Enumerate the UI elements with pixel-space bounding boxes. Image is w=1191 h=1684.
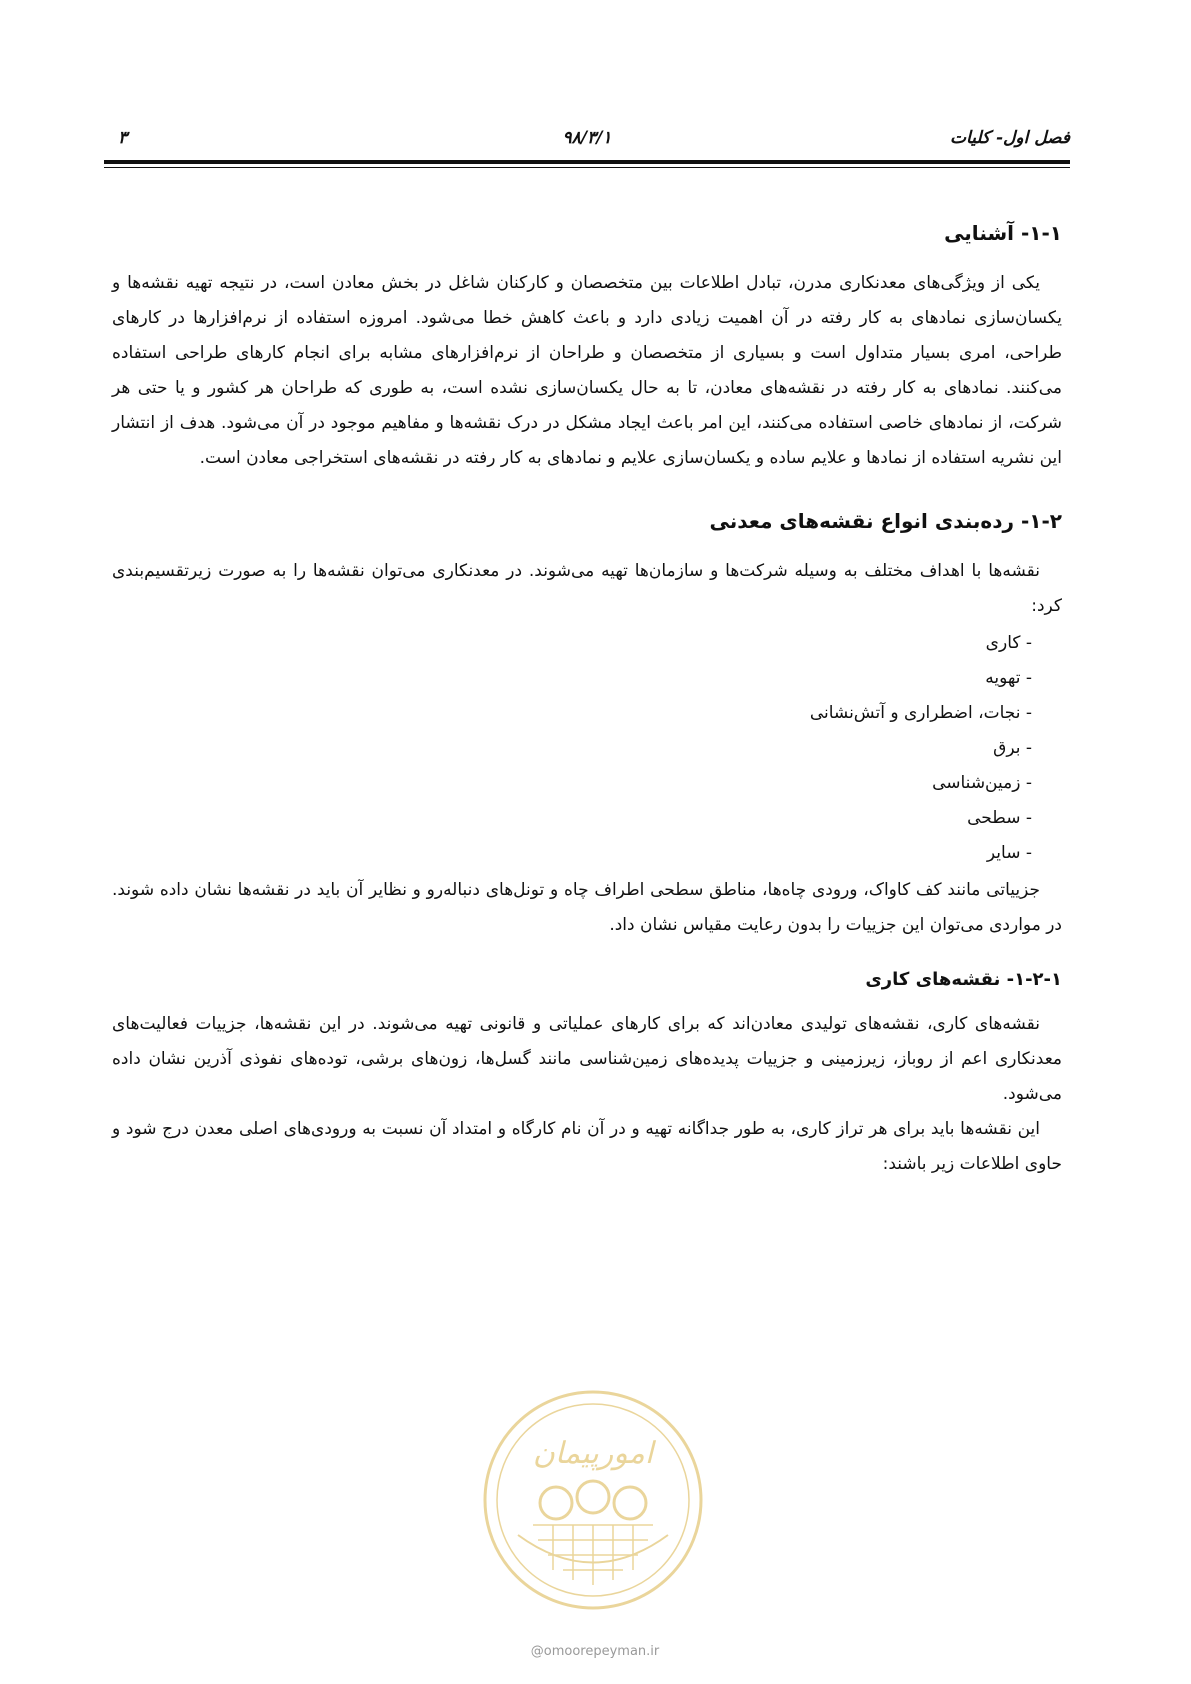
- list-item: - نجات، اضطراری و آتش‌نشانی: [809, 703, 1032, 723]
- watermark-logo-text: امورپیمان: [532, 1436, 654, 1471]
- list-item: - سطحی: [967, 808, 1032, 828]
- page-content: [112, 218, 1062, 1182]
- map-types-list: [112, 626, 1062, 871]
- section-heading-map-classification: ۱-۲- رده‌بندی انواع نقشه‌های معدنی: [709, 509, 1062, 533]
- paragraph-working-maps-2: این نقشه‌ها باید برای هر تراز کاری، به طور جداگانه تهیه و در آن نام کارگاه و امتداد آن نسبت به ورودی‌های اصلی معدن درج شود و حاوی اطلاعات زیر باشند:: [112, 1119, 1062, 1174]
- header-rule-thin: [104, 167, 1070, 168]
- header-date: ۹۸/۳/۱: [562, 128, 612, 148]
- list-item: - سایر: [986, 843, 1032, 863]
- chapter-title: فصل اول- کلیات: [950, 128, 1070, 148]
- watermark-logo-icon: [478, 1385, 708, 1615]
- watermark-website: @omoorepeyman.ir: [530, 1644, 660, 1659]
- header-rule-thick: [104, 160, 1070, 164]
- section-heading-introduction: ۱-۱- آشنایی: [944, 221, 1062, 245]
- list-item: - زمین‌شناسی: [932, 773, 1032, 793]
- paragraph-classification-intro: نقشه‌ها با اهداف مختلف به وسیله شرکت‌ها و سازمان‌ها تهیه می‌شوند. در معدنکاری می‌توان نقشه‌ها را به صورت زیرتقسیم‌بندی کرد:: [112, 561, 1062, 616]
- list-item: - کاری: [985, 633, 1032, 653]
- paragraph-introduction: یکی از ویژگی‌های معدنکاری مدرن، تبادل اطلاعات بین متخصصان و کارکنان شاغل در بخش معادن است، در نتیجه تهیه نقشه‌ها و یکسان‌سازی نمادهای به کار رفته در آن اهمیت زیادی دارد و باعث کاهش خطا می‌شود. امروزه استفاده از نرم‌افزارها در کارهای طراحی، امری بسیار متداول است و بسیاری از متخصصان و طراحان از نرم‌افزارهای مشابه برای انجام کارهای طراحی استفاده می‌کنند. نمادهای به کار رفته در نقشه‌های معادن، تا به حال یکسان‌سازی نشده است، به طوری که طراحان هر کشور و یا حتی هر شرکت، از نمادهای خاصی استفاده می‌کنند، این امر باعث ایجاد مشکل در درک نقشه‌ها و مفاهیم موجود در آن می‌شود. هدف از انتشار این نشریه استفاده از نمادها و علایم ساده و یکسان‌سازی علایم و نمادهای به کار رفته در نقشه‌های استخراجی معادن است.: [112, 273, 1062, 468]
- list-item: - تهویه: [985, 668, 1032, 688]
- paragraph-classification-details: جزییاتی مانند کف کاواک، ورودی چاه‌ها، مناطق سطحی اطراف چاه و تونل‌های دنباله‌رو و نظایر آن باید در نقشه‌ها نشان داده شوند. در مواردی می‌توان این جزییات را بدون رعایت مقیاس نشان داد.: [112, 880, 1062, 935]
- page-number: ۳: [118, 128, 128, 148]
- page-header: [104, 128, 1070, 154]
- subsection-heading-working-maps: ۱-۲-۱- نقشه‌های کاری: [865, 969, 1062, 990]
- paragraph-working-maps-1: نقشه‌های کاری، نقشه‌های تولیدی معادن‌اند که برای کارهای عملیاتی و قانونی تهیه می‌شوند. در این نقشه‌ها، جزییات فعالیت‌های معدنکاری اعم از روباز، زیرزمینی و جزییات پدیده‌های زمین‌شناسی مانند گسل‌ها، زون‌های برشی، توده‌های نفوذی آذرین نشان داده می‌شود.: [112, 1014, 1062, 1104]
- list-item: - برق: [993, 738, 1032, 758]
